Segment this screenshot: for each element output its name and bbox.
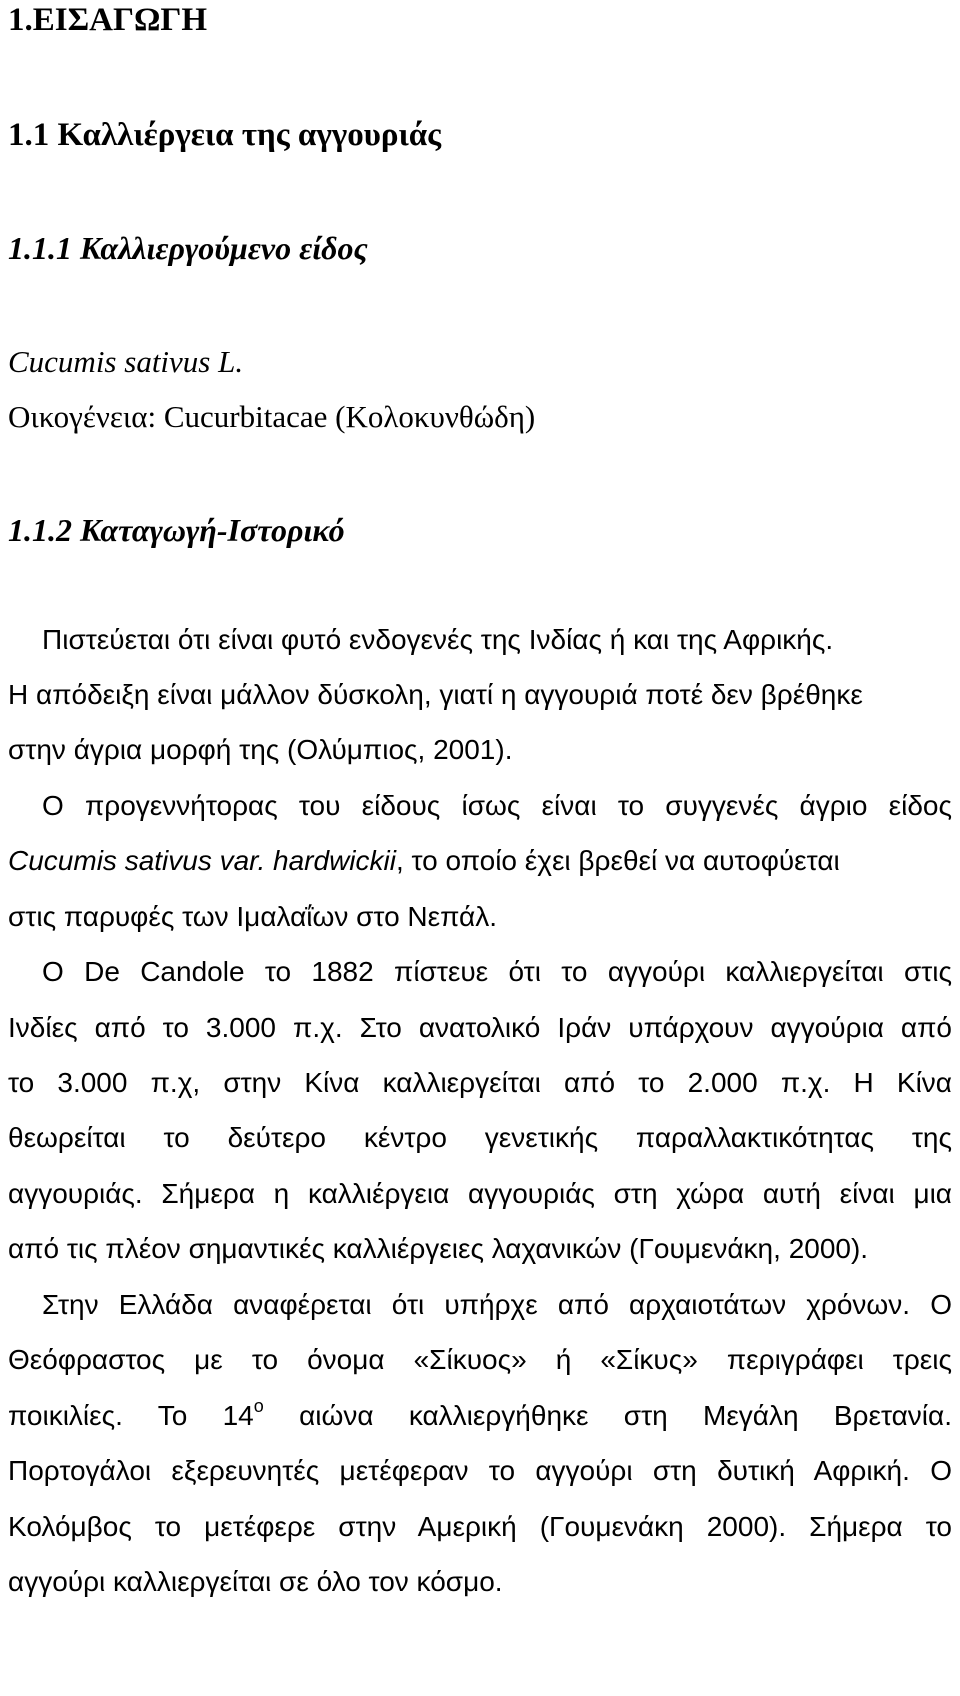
scientific-name-italic: Cucumis sativus var. hardwickii [8, 845, 396, 876]
paragraph-4-line-2: Θεόφραστος με το όνομα «Σίκυος» ή «Σίκυς» περιγράφει τρεις [8, 1344, 952, 1375]
paragraph-3-line-6: από τις πλέον σημαντικές καλλιέργειες λαχανικών (Γουμενάκη, 2000). [8, 1233, 869, 1264]
paragraph-4-line-4: Πορτογάλοι εξερευνητές μετέφεραν το αγγούρι στη δυτική Αφρική. Ο [8, 1455, 952, 1486]
paragraph-1-line-3: στην άγρια μορφή της (Ολύμπιος, 2001). [8, 734, 513, 765]
paragraph-1-line-2: Η απόδειξη είναι μάλλον δύσκολη, γιατί η αγγουριά ποτέ δεν βρέθηκε [8, 679, 863, 710]
section-heading: 1.1 Καλλιέργεια της αγγουριάς [8, 117, 442, 153]
paragraph-1-line-1: Πιστεύεται ότι είναι φυτό ενδογενές της Ινδίας ή και της Αφρικής. [42, 624, 834, 655]
paragraph-2-line-3: στις παρυφές των Ιμαλαΐων στο Νεπάλ. [8, 901, 498, 932]
paragraph-4-line-3-b: αιώνα καλλιεργήθηκε στη Μεγάλη Βρετανία. [263, 1400, 952, 1431]
paragraph-4-line-3-a: ποικιλίες. Το 14 [8, 1400, 254, 1431]
paragraph-2-line-1: Ο προγεννήτορας του είδους ίσως είναι το συγγενές άγριο είδος [42, 790, 952, 821]
century-superscript: ο [253, 1396, 264, 1416]
species-name: Cucumis sativus L. [8, 344, 244, 379]
paragraph-3-line-3: το 3.000 π.χ, στην Κίνα καλλιεργείται από το 2.000 π.χ. Η Κίνα [8, 1067, 952, 1098]
paragraph-3-line-2: Ινδίες από το 3.000 π.χ. Στο ανατολικό Ιράν υπάρχουν αγγούρια από [8, 1012, 952, 1043]
paragraph-4-line-3 [8, 1396, 952, 1439]
paragraph-3-line-4: θεωρείται το δεύτερο κέντρο γενετικής παραλλακτικότητας της [8, 1122, 952, 1153]
paragraph-3-line-1: Ο De Candole το 1882 πίστευε ότι το αγγούρι καλλιεργείται στις [42, 956, 952, 987]
paragraph-4-line-1: Στην Ελλάδα αναφέρεται ότι υπήρχε από αρχαιοτάτων χρόνων. Ο [42, 1289, 952, 1320]
paragraph-2-line-2 [8, 841, 952, 881]
subsection-heading-cultivated-species: 1.1.1 Καλλιεργούμενο είδος [8, 230, 368, 266]
paragraph-2-line-2-rest: , το οποίο έχει βρεθεί να αυτοφύεται [395, 845, 840, 876]
family-line: Οικογένεια: Cucurbitacae (Κολοκυνθώδη) [8, 399, 536, 434]
subsection-heading-origin-history: 1.1.2 Καταγωγή-Ιστορικό [8, 512, 345, 548]
paragraph-3-line-5: αγγουριάς. Σήμερα η καλλιέργεια αγγουριάς στη χώρα αυτή είναι μια [8, 1178, 952, 1209]
paragraph-4-line-5: Κολόμβος το μετέφερε στην Αμερική (Γουμενάκη 2000). Σήμερα το [8, 1511, 952, 1542]
paragraph-4-line-6: αγγούρι καλλιεργείται σε όλο τον κόσμο. [8, 1566, 503, 1597]
chapter-heading: 1.ΕΙΣΑΓΩΓΗ [8, 2, 208, 38]
